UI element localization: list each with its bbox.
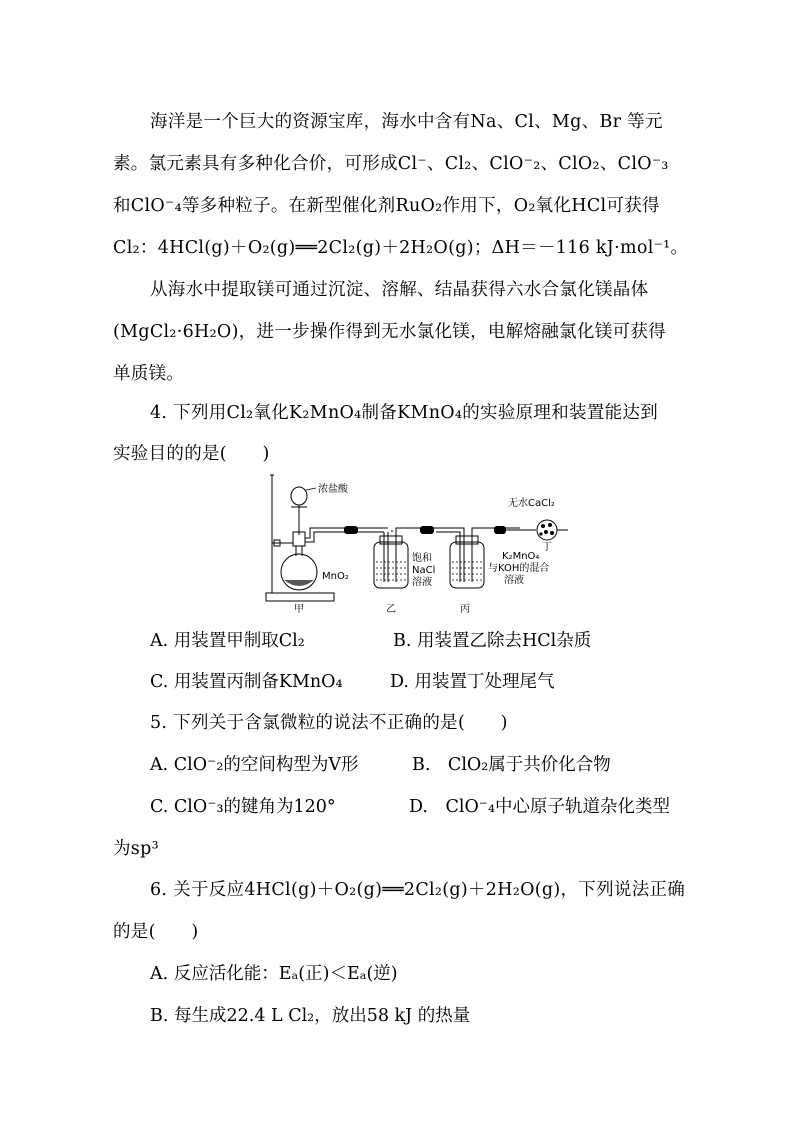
intro-line: 和ClO⁻₄等多种粒子。在新型催化剂RuO₂作用下，O₂氧化HCl可获得	[113, 196, 660, 216]
intro-line: (MgCl₂·6H₂O)，进一步操作得到无水氯化镁，电解熔融氯化镁可获得	[113, 322, 666, 342]
option-4a[interactable]: A. 用装置甲制取Cl₂	[150, 631, 305, 651]
option-6b[interactable]: B. 每生成22.4 L Cl₂，放出58 kJ 的热量	[150, 1006, 471, 1026]
label-mno2: MnO₂	[322, 571, 349, 582]
intro-line: 素。氯元素具有多种化合价，可形成Cl⁻、Cl₂、ClO⁻₂、ClO₂、ClO⁻₃	[113, 154, 669, 174]
label-jia: 甲	[294, 604, 304, 615]
question-6-stem: 的是( )	[113, 922, 199, 942]
intro-line: 从海水中提取镁可通过沉淀、溶解、结晶获得六水合氯化镁晶体	[150, 280, 649, 300]
label-yi: 乙	[386, 604, 396, 615]
label-cacl2: 无水CaCl₂	[508, 498, 555, 509]
label-k2mno4-3: 溶液	[504, 575, 524, 586]
label-nacl-3: 溶液	[412, 577, 432, 588]
label-nacl-2: NaCl	[412, 565, 436, 576]
question-4-stem: 4. 下列用Cl₂氧化K₂MnO₄制备KMnO₄的实验原理和装置能达到	[150, 403, 659, 423]
option-4c[interactable]: C. 用装置丙制备KMnO₄	[150, 672, 343, 692]
label-bing: 丙	[460, 604, 470, 615]
label-concentrated-hcl: 浓盐酸	[318, 484, 348, 495]
intro-line: Cl₂：4HCl(g)＋O₂(g)══2Cl₂(g)＋2H₂O(g)；ΔH＝－116 kJ·mol⁻¹。	[113, 238, 689, 258]
intro-line: 单质镁。	[113, 364, 185, 384]
option-4b[interactable]: B. 用装置乙除去HCl杂质	[393, 631, 592, 651]
label-ding: 丁	[542, 542, 552, 553]
label-nacl-1: 饱和	[412, 553, 432, 564]
label-k2mno4-1: K₂MnO₄	[502, 551, 540, 562]
apparatus-figure	[260, 470, 580, 620]
option-6a[interactable]: A. 反应活化能：Eₐ(正)＜Eₐ(逆)	[150, 964, 398, 984]
label-k2mno4-2: 与KOH的混合	[488, 563, 550, 574]
question-6-stem: 6. 关于反应4HCl(g)＋O₂(g)══2Cl₂(g)＋2H₂O(g)，下列说法正确	[150, 880, 686, 900]
question-5-stem: 5. 下列关于含氯微粒的说法不正确的是( )	[150, 713, 508, 733]
option-5d-continued: 为sp³	[113, 839, 159, 859]
question-4-stem: 实验目的的是( )	[113, 444, 270, 464]
option-5b[interactable]: B. ClO₂属于共价化合物	[412, 755, 611, 775]
option-4d[interactable]: D. 用装置丁处理尾气	[390, 672, 555, 692]
option-5c[interactable]: C. ClO⁻₃的键角为120°	[150, 797, 336, 817]
intro-line: 海洋是一个巨大的资源宝库，海水中含有Na、Cl、Mg、Br 等元	[150, 112, 663, 132]
option-5d[interactable]: D. ClO⁻₄中心原子轨道杂化类型	[409, 797, 671, 817]
option-5a[interactable]: A. ClO⁻₂的空间构型为V形	[150, 755, 359, 775]
